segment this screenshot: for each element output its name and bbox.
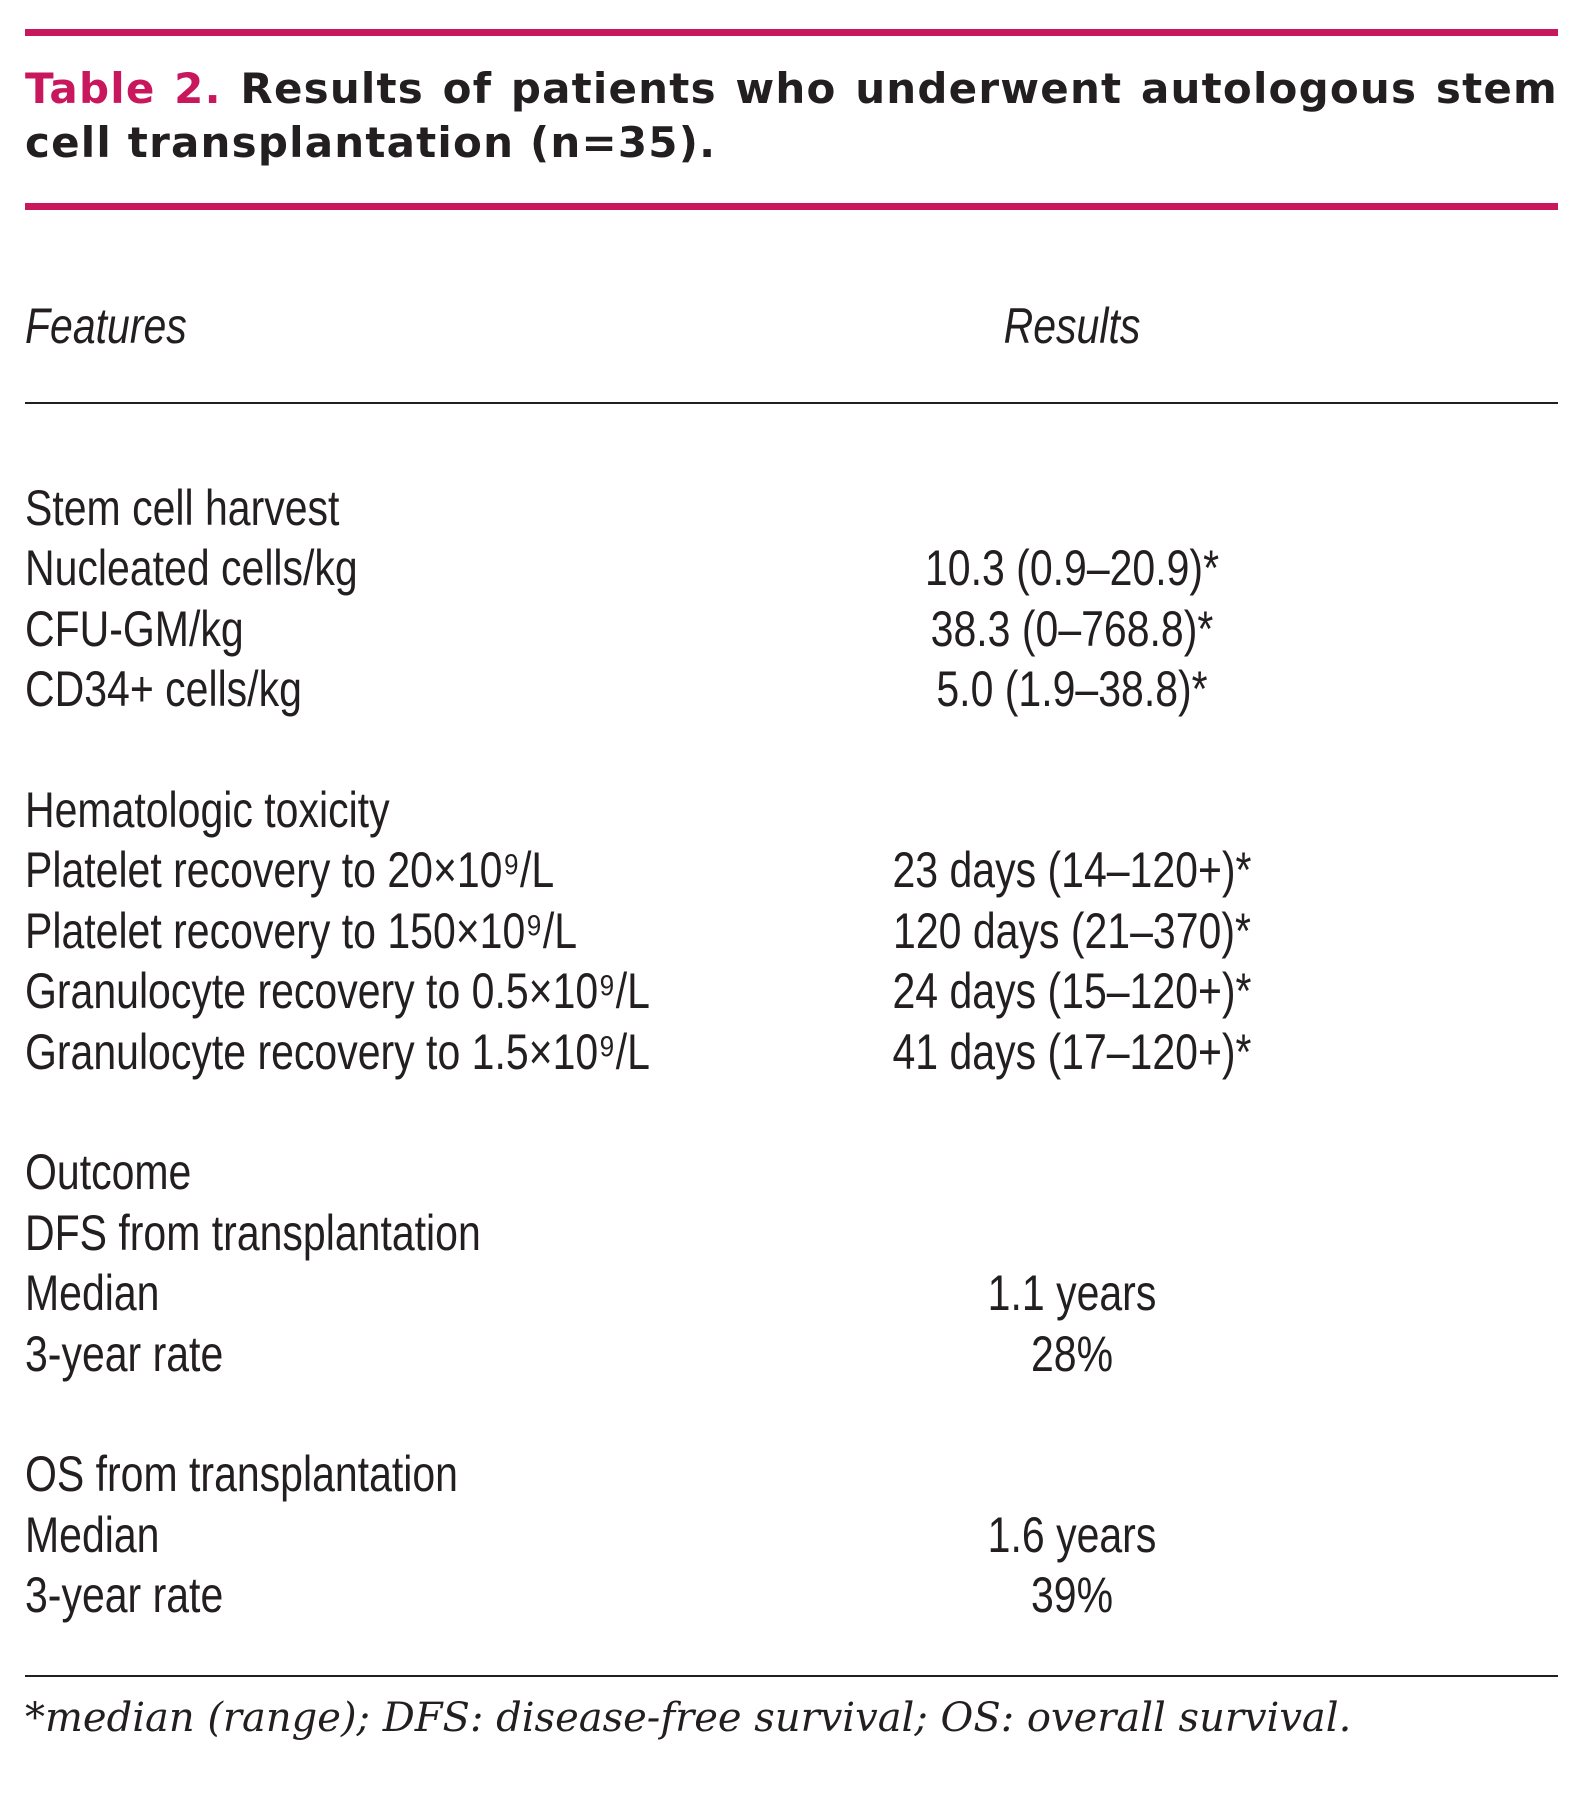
table-row-feature: [25, 1505, 159, 1565]
table-row-feature: [25, 1263, 159, 1323]
footer-rule: [25, 1675, 1558, 1677]
result-value: 5.0 (1.9–38.8)*: [936, 661, 1208, 717]
result-value: 23 days (14–120+)*: [892, 842, 1252, 898]
column-header-features-label: Features: [25, 298, 187, 354]
result-value: 120 days (21–370)*: [893, 903, 1251, 959]
table-row-feature: [25, 478, 339, 538]
feature-label: Outcome: [25, 1144, 192, 1200]
column-header-features: [25, 296, 187, 356]
caption-bottom-rule: [25, 203, 1558, 210]
feature-label: DFS from transplantation: [25, 1205, 481, 1261]
result-value: 39%: [1030, 1567, 1114, 1623]
result-value: 24 days (15–120+)*: [892, 963, 1252, 1019]
top-accent-rule: [25, 29, 1558, 36]
table-row-feature: [25, 659, 302, 719]
table-caption-label: Table 2.: [25, 64, 222, 113]
table-page: [25, 0, 1558, 1800]
feature-label: Nucleated cells/kg: [25, 540, 358, 596]
feature-label: CD34+ cells/kg: [25, 661, 302, 717]
header-rule: [25, 402, 1558, 404]
feature-label: Granulocyte recovery to 0.5×10⁹/L: [25, 963, 650, 1019]
table-row-feature: [25, 1444, 458, 1504]
feature-label: Platelet recovery to 150×10⁹/L: [25, 903, 578, 959]
table-row-feature: [25, 1203, 481, 1263]
table-row-feature: [25, 780, 390, 840]
table-row-feature: [25, 538, 358, 598]
table-row-feature: [25, 961, 650, 1021]
table-row-feature: [25, 901, 577, 961]
table-row-feature: [25, 599, 244, 659]
feature-label: Stem cell harvest: [25, 480, 340, 536]
table-caption: [25, 62, 1558, 170]
table-row-feature: [25, 1022, 650, 1082]
feature-label: Platelet recovery to 20×10⁹/L: [25, 842, 555, 898]
result-value: 10.3 (0.9–20.9)*: [924, 540, 1220, 596]
result-value: 28%: [1030, 1326, 1114, 1382]
table-row-feature: [25, 840, 554, 900]
result-value: 41 days (17–120+)*: [892, 1024, 1252, 1080]
result-value: 1.1 years: [987, 1265, 1157, 1321]
table-row-feature: [25, 1324, 223, 1384]
feature-label: Granulocyte recovery to 1.5×10⁹/L: [25, 1024, 650, 1080]
feature-label: Median: [25, 1507, 160, 1563]
feature-label: 3-year rate: [25, 1326, 224, 1382]
table-row-feature: [25, 1565, 223, 1625]
feature-label: Median: [25, 1265, 160, 1321]
feature-label: OS from transplantation: [25, 1446, 458, 1502]
result-value: 1.6 years: [987, 1507, 1157, 1563]
result-value: 38.3 (0–768.8)*: [930, 601, 1214, 657]
feature-label: CFU-GM/kg: [25, 601, 244, 657]
feature-label: Hematologic toxicity: [25, 782, 390, 838]
table-row-feature: [25, 1142, 191, 1202]
column-header-results-label: Results: [1003, 298, 1141, 354]
feature-label: 3-year rate: [25, 1567, 224, 1623]
table-caption-text: Results of patients who underwent autologous stem cell transplantation (n=35).: [25, 64, 1558, 167]
table-footnote: *median (range); DFS: disease-free survival; OS: overall survival.: [25, 1695, 1352, 1741]
